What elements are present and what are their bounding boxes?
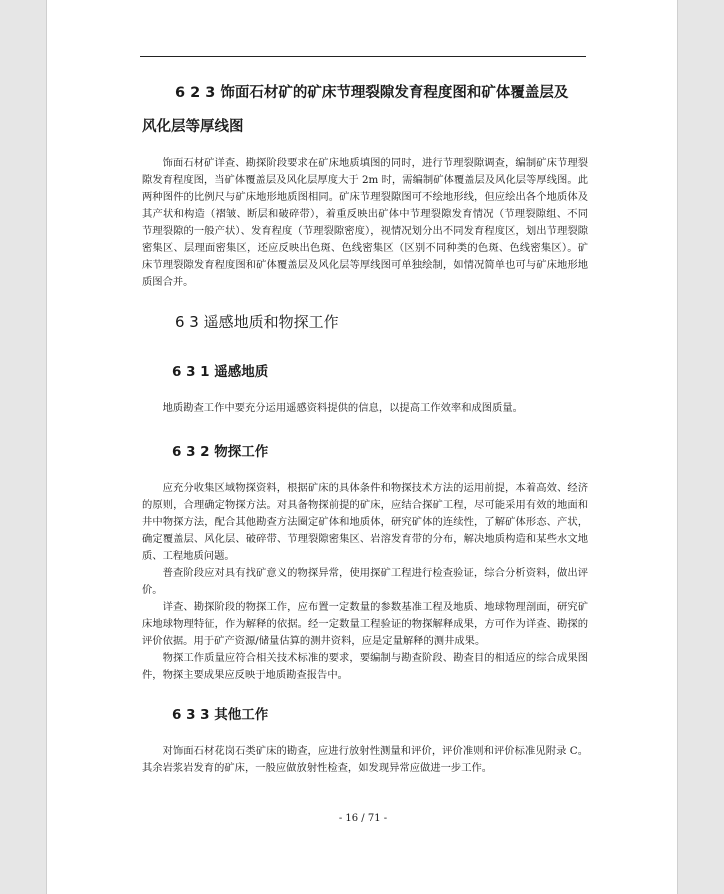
section-heading-6-2-3-line1: 6 2 3 饰面石材矿的矿床节理裂隙发育程度图和矿体覆盖层及 (175, 85, 569, 101)
paragraph-text: 对饰面石材花岗石类矿床的勘查，应进行放射性测量和评价，评价准则和评价标准见附录 C。其余岩浆岩发育的矿床，一般应做放射性检查，如发现异常应做进一步工作。 (142, 745, 588, 774)
section-heading-6-2-3 (142, 76, 588, 144)
paragraph-text: 普查阶段应对具有找矿意义的物探异常，使用探矿工程进行检查验证，综合分析资料，做出评价。 (142, 567, 588, 596)
paragraph-6-3-1 (142, 400, 588, 417)
paragraph-text: 饰面石材矿详查、勘探阶段要求在矿床地质填图的同时，进行节理裂隙调查，编制矿床节理裂隙发育程度图，当矿体覆盖层及风化层厚度大于 2m 时，需编制矿体覆盖层及风化层等厚线图。此两种图件的比例尺与矿床地形地质图相同。矿床节理裂隙图可不绘地形线，但应绘出各个地质体及其产状和构造（褶皱、断层和破碎带），着重反映出矿体中节理裂隙发育情况（节理裂隙组、不同节理裂隙的一般产状）、发育程度（节理裂隙密度），视情况划分出不同发育程度区，划出节理裂隙密集区、层理面密集区，还应反映出色斑、色线密集区（区别不同种类的色斑、色线密集区）。矿床节理裂隙发育程度图和矿体覆盖层及风化层等厚线图可单独绘制，如情况简单也可与矿床地形地质图合并。 (142, 157, 588, 288)
paragraph-text: 应充分收集区域物探资料，根据矿床的具体条件和物探技术方法的运用前提，本着高效、经济的原则，合理确定物探方法。对具备物探前提的矿床，应结合探矿工程，尽可能采用有效的地面和井中物探方法，配合其他勘查方法圈定矿体和地质体，研究矿体的连续性，了解矿体形态、产状，确定覆盖层、风化层、破碎带、节理裂隙密集区、岩溶发育带的分布，解决地质构造和某些水文地质、工程地质问题。 (142, 482, 588, 562)
section-heading-6-3-2: 6 3 2 物探工作 (172, 444, 269, 460)
paragraph-text: 物探工作质量应符合相关技术标准的要求，要编制与勘查阶段、勘查目的相适应的综合成果图件，物探主要成果应反映于地质勘查报告中。 (142, 652, 588, 681)
section-heading-6-3-1: 6 3 1 遥感地质 (172, 364, 269, 380)
page-number: - 16 / 71 - (338, 813, 388, 824)
paragraph-6-3-3 (142, 743, 588, 777)
header-rule (140, 56, 586, 57)
paragraph-6-3-2 (142, 480, 588, 684)
document-page (46, 0, 678, 894)
section-heading-6-3-3: 6 3 3 其他工作 (172, 707, 269, 723)
section-heading-6-2-3-line2: 风化层等厚线图 (142, 119, 244, 135)
paragraph-text: 详查、勘探阶段的物探工作，应布置一定数量的参数基准工程及地质、地球物理剖面，研究矿床地球物理特征，作为解释的依据。经一定数量工程验证的物探解释成果，方可作为详查、勘探的评价依据。用于矿产资源/储量估算的测井资料，应是定量解释的测井成果。 (142, 601, 588, 647)
paragraph-text: 地质勘查工作中要充分运用遥感资料提供的信息，以提高工作效率和成图质量。 (162, 402, 523, 414)
section-heading-6-3: 6 3 遥感地质和物探工作 (175, 313, 339, 331)
paragraph-6-2-3 (142, 155, 588, 291)
